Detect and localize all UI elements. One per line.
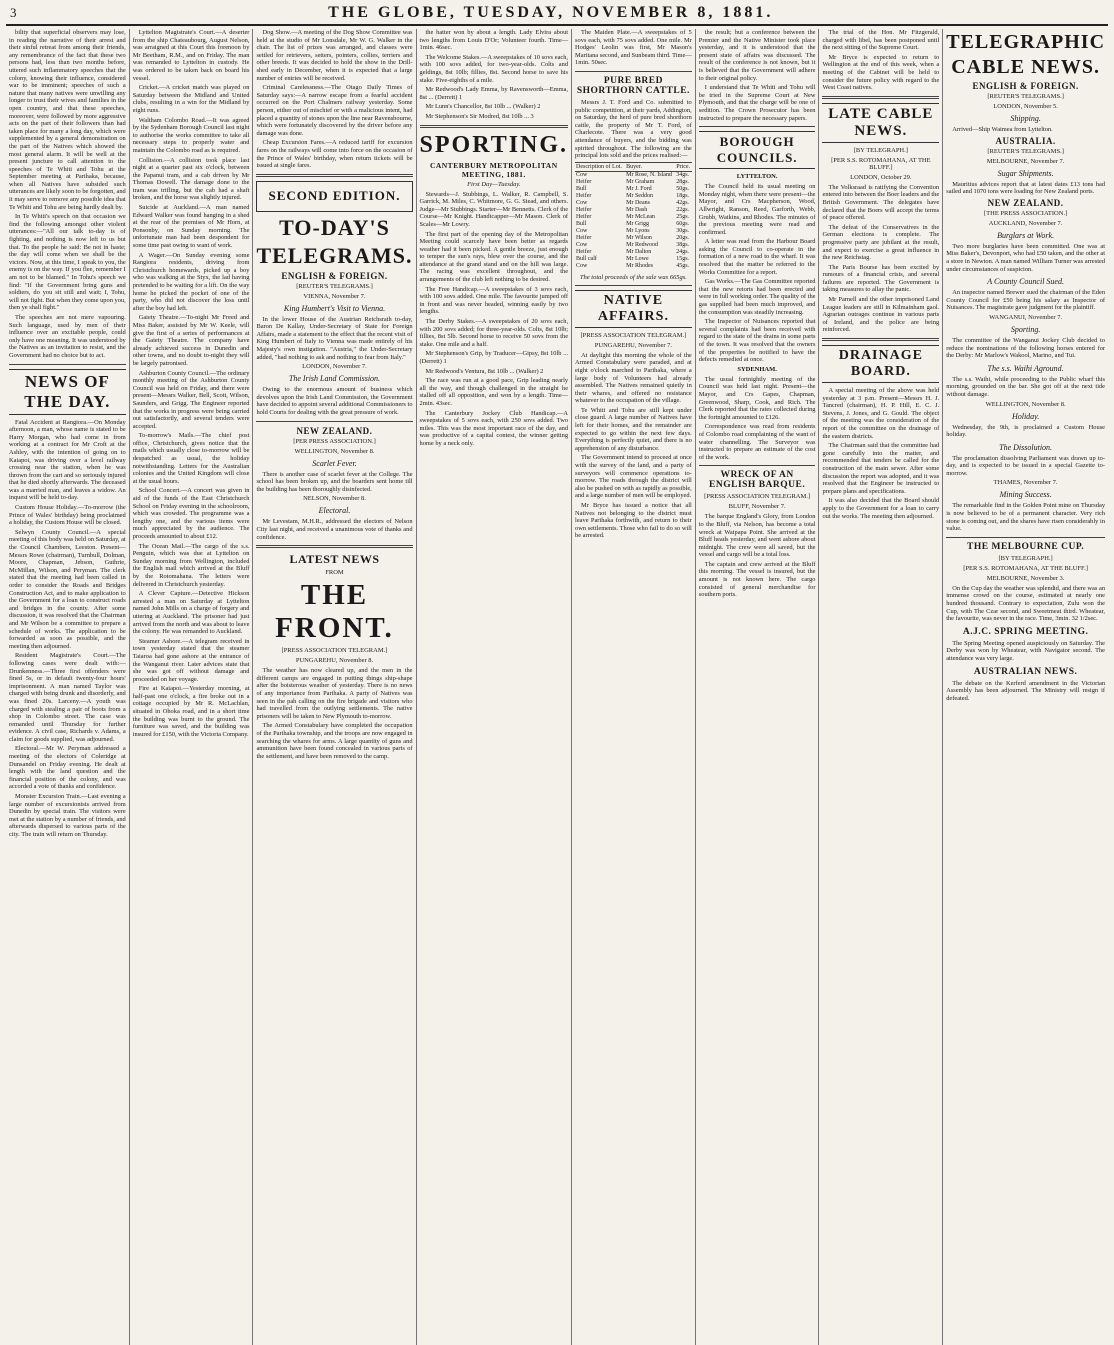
council-paragraph: A letter was read from the Harbour Board asking the Council to co-operate in the formation of a new road to the wharf. It was resolved that the matter be referred to the Works Committee for a report. [698,238,816,276]
council-paragraph: The Inspector of Nuisances reported that several complaints had been received with regard to the state of the drains in some parts of the town. It was resolved that the owners of the properties be notified to have the defects remedied at once. [698,318,816,364]
drainage-board-heading: DRAINAGE BOARD. [822,345,939,383]
table-cell: 34gs. [676,171,690,178]
source-credit: [REUTER'S TELEGRAMS.] [296,282,373,290]
table-cell: Mr Graham [626,178,655,185]
dateline: LONDON, November 5. [993,103,1058,110]
table-cell: Mr J. Ford [626,185,652,192]
table-cell: Mr Wilson [626,234,652,241]
dateline: NELSON, November 8. [303,495,366,503]
report-paragraph: The Armed Constabulary have completed the occupation of the Parihaka township, and the troops are now engaged in searching the whares for arms. A large quantity of guns and ammunition have been found concealed in various parts of the settlement, and have been removed to the camp. [256,722,413,760]
dateline: WANGANUI, November 7. [989,313,1063,321]
news-item: Cheap Excursion Fares.—A reduced tariff for excursion fares on the railways will come into force on the occasion of the Prince of Wales' birthday, when return tickets will be issued at single fares. [256,139,413,170]
table-row [575,171,692,179]
divider [946,537,1105,538]
table-cell: Cow [576,171,588,178]
cable-paragraph: The defeat of the Conservatives in the German elections is complete. The progressive party are jubilant at the result, and expect to exercise a great influence in the new Reichstag. [822,223,940,262]
telegram-body: The s.s. Waihi, while proceeding to the Public wharf this morning, grounded on the bar. She got off at the next tide without damage. [946,375,1106,398]
sporting-paragraph: The Free Handicap.—A sweepstakes of 3 sovs each, with 100 sovs added. One mile. The favourite jumped off in front and was never headed, winning easily by two lengths. [419,285,569,316]
table-cell: Bull [576,185,587,192]
council-subheading: SYDENHAM. [737,365,777,373]
council-paragraph: Gas Works.—The Gas Committee reported that the new retorts had been erected and were in full working order. The quality of the gas supplied had been much improved, and the consumption was steadily increasing. [698,278,816,316]
australian-news-heading: AUSTRALIAN NEWS. [973,666,1078,677]
source-credit: [BY TELEGRAPH.] [998,554,1053,562]
council-paragraph: The usual fortnightly meeting of the Council was held last night. Present—the Mayor, and Crs Gapes, Chapman, Greenwood, Sharp, Cook, and Rich. The Clerk reported that the rates collected during the fortnight amounted to £126. [698,375,816,421]
telegram-heading: King Humbert's Visit to Vienna. [283,303,386,313]
table-cell: 60gs. [676,220,690,227]
column-5 [572,29,696,1345]
columns [6,29,1108,1345]
sale-paragraph: Messrs J. T. Ford and Co. submitted to public competition, at their yards, Addington, on Saturday, the herd of pure bred shorthorn cattle, the property of Mr T. Ford, of Charlecote. There was a very good attendance of buyers, and the bidding was spirited throughout. The following are the principal lots sold and the prices realised:— [575,98,692,160]
telegram-body: In the lower House of the Austrian Reichsrath to-day, Baron De Kallay, Under-Secretary of State for Foreign Affairs, made a statement to the effect that the recent visit of King Humbert of Italy to Vienna was made entirely of his Majesty's own instigation. "Austria," the Under-Secretary added, "had nothing to ask and nothing to fear from Italy." [256,315,413,361]
report-paragraph: I understand that Te Whiti and Tohu will be tried in the Supreme Court at New Plymouth, and that the charge will be one of sedition. The Crown Prosecutor has been instructed to prepare the necessary papers. [698,84,816,122]
source-credit: [PER PRESS ASSOCIATION.] [293,437,376,445]
divider [256,174,412,177]
second-edition-heading: SECOND EDITION. [268,187,401,203]
table-note: The total proceeds of the sale was 665gs. [579,273,687,281]
divider [822,96,939,99]
second-edition-box [256,181,412,212]
report-paragraph: Mr Bryce has issued a notice that all Natives not belonging to the district must leave Parihaka forthwith, and return to their own settlements. Those who fail to do so will be arrested. [575,502,692,540]
column-header: Buyer. [625,162,675,171]
news-item: A Clever Capture.—Detective Hickson arrested a man on Saturday at Lyttelton named John Mills on a charge of forgery and uttering at Auckland. The prisoner had just arrived from the north and was about to leave the colony. He was remanded to Auckland. [132,590,250,636]
telegram-body: The committee of the Wanganui Jockey Club decided to reduce the nominations of the following horses entered for the Derby: Mr Marlow's Wakool, Marino, and Tui. [946,336,1106,360]
news-item: Fire at Kaiapoi.—Yesterday morning, at half-past one o'clock, a fire broke out in a cottage occupied by Mr R. McLachlan, situated in Ohoka road, and in a short time the building was burnt to the ground. The furniture was saved, and the building was insured for £150, with the Victoria Company. [132,685,250,738]
dateline: LONDON, November 7. [302,363,367,371]
news-item: Criminal Carelessness.—The Otago Daily Times of Saturday says:—A narrow escape from a fearful accident occurred on the Port Chalmers railway yesterday. Some person, either out of mischief or with a malicious intent, had placed a quantity of stones upon the line near Ravensbourne, which were fortunately discovered by the driver before any damage was done. [256,84,413,137]
telegram-heading: Shipping. [1010,114,1041,123]
council-paragraph: The Council held its usual meeting on Monday night, when there were present—the Mayor, and Crs Macpherson, Wood, Allwright, Ranson, Reed, Garforth, Webb, Grubb, Watkins, and Rhodes. The minutes of the previous meeting were read and confirmed. [698,183,816,236]
dateline: VIENNA, November 7. [303,292,366,300]
new-zealand-subheading: NEW ZEALAND. [296,425,373,436]
table-cell: Mr Dash [626,206,648,213]
telegram-body: Arrived—Ship Waimea from Lyttelton. [952,126,1053,133]
article-paragraph: In Te Whiti's speech on that occasion we find the following amongst other violent utterances:—"All our talk to-day is of fighting, and nothing is now left to us but that. To the people he said: Be not in haste; the day will come when we shall be the victors. Now, at this time, I speak to you, the enemy is on the way. If you flee, remember I am not to be blamed." In Tohu's speech we find: "If the Government bring guns and soldiers, do you sit still and wait; I, Tohu, will not fight. But when they come upon you, then ye shall fight." [9,213,126,312]
divider [256,421,412,422]
table-row [575,221,692,228]
news-item: Cricket.—A cricket match was played on Saturday between the Midland and United clubs, resulting in a win for the Midland by eight runs. [132,84,250,114]
table-cell: 28gs. [676,178,690,185]
divider [699,465,816,466]
council-subheading: LYTTELTON. [736,173,778,181]
column-2 [130,29,254,1345]
shorthorn-heading: PURE BRED SHORTHORN CATTLE. [576,75,690,96]
table-cell: Bull [576,220,587,227]
divider [575,285,692,286]
table-row [575,200,692,207]
news-item: Steamer Ashore.—A telegram received in town yesterday stated that the steamer Taiaroa had gone ashore at the entrance of the Wanganui river. Later advices state that she was got off without damage and proceeded on her voyage. [132,637,250,683]
news-item: To-morrow's Mails.—The chief post office, Christchurch, gives notice that the mails which usually close to-morrow will be despatched as usual, the holiday notwithstanding. Letters for the Australian colonies and the United Kingdom will close at the usual hours. [132,432,250,485]
report-paragraph: At daylight this morning the whole of the Armed Constabulary were paraded, and at eight o'clock marched to Parihaka, where a large body of Volunteers had already assembled. The Natives remained quietly in their whares, and offered no resistance whatever to the occupation of the village. [575,351,692,405]
news-item: Collision.—A collision took place last night at a quarter past six o'clock, between the Papanui tram, and a cab driven by Mr Thomas Dowell. The damage done to the tram was trifling, but the cab had a shaft broken, and the horse was slightly injured. [132,156,250,202]
source-credit: [PER S.S. ROTOMAHANA, AT THE BLUFF.] [963,564,1088,572]
sporting-paragraph: The Derby Stakes.—A sweepstakes of 20 sovs each, with 200 sovs added; for three-year-olds. Colts, 8st 10lb; fillies, 8st 5lb. Second horse to receive 50 sovs from the stake. One mile and a half. [419,318,569,348]
table-cell: Heifer [576,178,592,185]
table-row [575,214,692,221]
board-paragraph: The Chairman said that the committee had gone carefully into the matter, and recommended that tenders be called for the construction of the main sewer. After some discussion the report was adopted, and it was resolved that the Engineer be instructed to prepare plans and specifications. [822,442,940,495]
table-row [575,228,692,235]
article-paragraph: bility that superficial observers may lose, in reading the narrative of their arrest and their sinful retreat from among their friends, any remembrance of the fact that these two persons had, less than two months before, uttered such inflammatory speeches that the colony, knowing their influence, considered war to be imminent; speeches of such a nature that many natives were unwilling any longer to trust their wives and families in the open country, and that these speeches, moreover, were followed by more aggressive acts on the part of their followers than had taken place for many a long day, which were supplemented by a general demonstration on the part of the Natives which showed the most general alarm. It will be well at the present juncture to call attention to the speeches of Te Whiti and Tohu at the September meeting at Parihaka, because, when all Natives have subsided such utterances are likely soon to be forgotten, and it may serve to remove any possible idea that Te Whiti and Tohu are being hardly dealt by. [9,29,126,211]
source-credit: [REUTER'S TELEGRAMS.] [987,147,1064,155]
table-row [575,263,692,270]
report-paragraph: The Government intend to proceed at once with the survey of the land, and a party of surveyors will commence operations to-morrow. The roads through the district will also be pushed on with as rapidly as possible, and a large number of men will be employed. [575,454,692,500]
table-cell: Mr Dalton [626,248,652,255]
race-placing: Mr Redwood's Ventura, 8st 10lb ... (Walker) 2 [425,367,544,375]
table-cell: Mr Grigg [626,220,649,227]
table-cell: 18gs. [676,192,690,199]
report-paragraph: The barque England's Glory, from London to the Bluff, via Nelson, has become a total wreck at Waipapa Point. She arrived at the Bluff heads yesterday, and went ashore about midnight. The crew were all saved, but the vessel and cargo will be a total loss. [698,513,816,559]
telegram-heading: Holiday. [1011,411,1040,421]
wreck-heading: WRECK OF AN ENGLISH BARQUE. [709,470,806,491]
article-paragraph: The speeches are not mere vapouring. Such language, used by men of their influence over an excitable people, could only have one meaning. It was understood by the Natives as an invitation to resist, and the Government had no choice but to act. [9,313,126,359]
sporting-paragraph: The race was run at a good pace, Grip leading nearly all the way, and though challenged in the straight he stalled off all opposition, and won by a length. Time—2min. 43sec. [419,377,569,407]
dateline: PUNGAREHU, November 8. [295,657,374,665]
section-heading-news-of-the-day: NEWS OF THE DAY. [9,369,126,415]
council-paragraph: Correspondence was read from residents of Colombo road complaining of the want of water channelling. The Surveyor was instructed to prepare an estimate of the cost of the work. [698,423,816,461]
telegram-body: Mr Levestam, M.H.R., addressed the electors of Nelson City last night, and received a unanimous vote of thanks and confidence. [256,518,413,541]
table-cell: 45gs. [676,262,690,269]
table-cell: 15gs. [676,255,690,262]
table-row [575,256,692,263]
from-label: FROM [325,569,344,577]
dateline: WELLINGTON, November 8. [294,447,375,455]
table-cell: 20gs. [676,234,690,241]
race-placing: Mr Lunn's Chancellor, 8st 10lb ... (Walker) 2 [425,103,541,111]
news-item: Custom House Holiday.—To-morrow (the Prince of Wales' birthday) being proclaimed a holiday, the Custom House will be closed. [9,504,126,527]
spring-meeting-heading: A.J.C. SPRING MEETING. [962,626,1089,637]
table-cell: Mr Rose, N. Island [626,171,672,178]
race-placing: Mr Redwood's Lady Emma, by Ravensworth—Emma, 8st ... (Derrett) 1 [419,86,569,101]
telegram-heading: Mining Success. [999,490,1052,500]
news-item: The Ocean Mail.—The cargo of the s.s. Penguin, which was due at Lyttelton on Sunday morning from Wellington, included the English mail which arrived at the Bluff by the Rotomahana. The letters were delivered in Christchurch yesterday. [132,542,250,588]
report-paragraph: The Spring Meeting opened auspiciously on Saturday. The Derby was won by Wheatear, with Navigator second. The attendance was very large. [946,639,1106,662]
table-row [575,242,692,249]
table-cell: Mr Redwood [626,241,658,248]
sale-table [575,162,692,270]
dateline: MELBOURNE, November 3. [986,574,1065,582]
table-header-row [575,162,692,171]
source-credit: [THE PRESS ASSOCIATION.] [983,209,1068,217]
the-front-heading: THE FRONT. [275,579,394,645]
telegram-heading: The Dissolution. [999,442,1053,452]
news-item: Resident Magistrate's Court.—The following cases were dealt with:—Drunkenness.—Three first offenders were fined 5s, or in default twenty-four hours' imprisonment. A man named Taylor was charged with being drunk and disorderly, and was fined 20s. Larceny.—A youth was charged with stealing a pair of boots from a shop in Colombo street. The case was remanded until Thursday for further evidence. A civil case, Richards v. Adams, a claim for goods supplied, was adjourned. [9,652,126,743]
source-credit: [BY TELEGRAPH.] [853,146,908,154]
news-item: Fatal Accident at Rangiora.—On Monday afternoon, a man, whose name is stated to be Harry Morgan, who had come in from working at a contract for Mr Croft at the Ashley, with the intention of going on to Kaiapoi, was driving over a level railway crossing near the station, when he was thrown from the cart and so seriously injured that he died shortly afterwards. The deceased was a married man, and leaves a widow. An inquest will be held to-day. [9,418,126,502]
dateline: PUNGAREHU, November 7. [594,341,673,349]
table-row [575,193,692,200]
day-label: First Day—Tuesday. [467,180,521,188]
telegram-body: Wednesday, the 9th, is proclaimed a Custom House holiday. [946,423,1106,439]
melbourne-cup-heading: THE MELBOURNE CUP. [967,541,1085,552]
dateline: BLUFF, November 7. [728,503,786,511]
report-paragraph: The trial of the Hon. Mr Fitzgerald, charged with libel, has been postponed until the next sitting of the Supreme Court. [822,29,940,52]
divider [822,338,939,341]
telegram-heading: A County Council Sued. [987,277,1064,287]
source-credit: [PRESS ASSOCIATION TELEGRAM.] [580,331,687,339]
meeting-subheading: CANTERBURY METROPOLITAN MEETING, 1881. [429,160,558,179]
news-item: Monster Excursion Train.—Last evening a large number of excursionists arrived from Dunedin by special train. The visitors were met at the station by a number of friends, and afterwards dispersed to various parts of the city. The train will return on Thursday. [9,793,126,838]
report-paragraph: On the Cup day the weather was splendid, and there was an immense crowd on the course, estimated at nearly one hundred thousand. Contrary to expectation, Zulu won the Cup, with The Czar second, and Sweetmeat third. Wheatear, the favourite, was never in the race. Time, 3min. 32 1/2sec. [946,584,1106,623]
telegram-heading: The s.s. Waihi Aground. [987,363,1064,373]
new-zealand-subheading: NEW ZEALAND. [987,197,1064,208]
cable-paragraph: The Paris Bourse has been excited by rumours of a financial crisis, and several failures are reported. The Government is taking measures to allay the panic. [822,263,940,294]
table-cell: Bull calf [576,255,597,262]
table-row [575,235,692,242]
column-6 [696,29,820,1345]
page-number: 3 [10,5,18,20]
masthead [6,4,1108,26]
cable-news-heading: CABLE NEWS. [951,56,1101,78]
report-paragraph: The captain and crew arrived at the Bluff this morning. The vessel is insured, but the amount is not known here. The cargo consisted of general merchandise for southern ports. [698,560,816,599]
table-cell: Cow [576,227,588,234]
latest-news-heading: LATEST NEWS [289,552,380,567]
table-cell: Heifer [576,248,592,255]
sporting-paragraph: The Canterbury Jockey Club Handicap.—A sweepstakes of 5 sovs each, with 250 sovs added. Two miles. This was the most important race of the day, and was productive of a capital contest, the winner getting home by a neck only. [419,409,569,447]
table-cell: Mr Rhodes [626,262,653,269]
table-row [575,207,692,214]
telegram-heading: Sugar Shipments. [997,168,1054,178]
dateline: MELBOURNE, November 7. [986,157,1065,165]
source-credit: [PRESS ASSOCIATION TELEGRAM.] [281,647,388,655]
news-item: Suicide at Auckland.—A man named Edward Walker was found hanging in a shed at the rear of the premises of Mr Horn, at Ponsonby, on Sunday morning. The unfortunate man had been despondent for some time past owing to want of work. [132,204,250,250]
divider [699,126,816,127]
race-placing: Mr Stephenson's Grip, by Traducer—Gipsy, 8st 10lb ... (Derrett) 1 [419,350,569,365]
table-cell: Cow [576,241,588,248]
sporting-paragraph: The first part of the opening day of the Metropolitan Meeting could scarcely have been better as regards weather had it been picked. A gentle breeze, just enough to temper the sun's rays, blew over the course, and the attendance at the grand stand and on the hill was large. The racing was excellent throughout, and the arrangements of the club left nothing to be desired. [419,230,569,284]
divider [9,364,126,365]
telegram-heading: Sporting. [1010,324,1041,334]
telegram-body: Mauritius advices report that at latest dates £13 tons had sailed and 1070 tons were loading for New Zealand ports. [946,180,1106,196]
table-cell: Heifer [576,213,592,220]
australia-subheading: AUSTRALIA. [995,135,1056,146]
telegram-heading: Scarlet Fever. [312,458,357,468]
table-cell: Mr Seddon [626,192,653,199]
english-foreign-subheading: ENGLISH & FOREIGN. [281,270,388,281]
news-item: Ashburton County Council.—The ordinary monthly meeting of the Ashburton County Council was held on Friday, and there were present—Messrs Walker, Bell, Scott, Wilson, Saunders, and Grigg. The Engineer reported that the works in progress were being carried out satisfactorily, and several tenders were accepted. [132,369,250,430]
telegraphic-heading: TELEGRAPHIC [946,31,1106,53]
race-result: the hatter won by about a length. Lady Elvira about two lengths from Louis D'Or; Volunteer fourth. Time—1min. 46sec. [419,29,569,52]
telegram-body: Owing to the enormous amount of business which devolves upon the Irish Land Commission, the Government have decided to appoint several additional Commissioners to hold Courts for dealing with the great pressure of work. [256,386,413,417]
source-credit: [REUTER'S TELEGRAMS.] [987,93,1064,100]
table-cell: Mr Deans [626,199,650,206]
divider [575,71,692,72]
report-paragraph: Te Whiti and Tohu are still kept under close guard. A large number of Natives have left for their homes, and the remainder are expected to go within the next few days. Everything is perfectly quiet, and there is no apprehension of any disturbance. [575,406,692,452]
news-item: Electoral.—Mr W. Peryman addressed a meeting of the electors of Coleridge at Dunsandel on Friday evening. He dealt at length with the land question and the financial position of the colony, and was accorded a vote of thanks and confidence. [9,745,126,791]
news-item: Lyttelton Magistrate's Court.—A deserter from the ship Chateaubourg, August Nelson, was arraigned at this Court this forenoon by Mr Beetham, R.M., and on Friday. The man was remanded to Lyttelton in custody. He was ordered to be taken back on board his vessel. [132,29,250,82]
source-credit: [PER S.S. ROTOMAHANA, AT THE BLUFF.] [831,156,931,171]
column-4 [417,29,573,1345]
table-cell: Heifer [576,206,592,213]
report-paragraph: the result; but a conference between the Premier and the Native Minister took place yesterday, and it is understood that the present state of affairs was discussed. The result of the conference is not known, but it is believed that the Government will adhere to their original policy. [698,29,816,82]
telegram-body: The proclamation dissolving Parliament was drawn up to-day, and is expected to be issued in a special Gazette to-morrow. [946,454,1106,477]
sporting-heading: SPORTING. [419,131,569,158]
telegram-heading: The Irish Land Commission. [288,374,381,384]
dateline: THAMES, November 7. [993,479,1058,487]
table-cell: 24gs. [676,248,690,255]
english-foreign-subheading: ENGLISH & FOREIGN. [972,81,1079,91]
telegram-heading: Electoral. [318,506,351,516]
late-cable-news-heading: LATE CABLE NEWS. [822,103,939,143]
news-item: Gaiety Theatre.—To-night Mr Freed and Miss Baker, assisted by Mr W. Keele, will give the first of a series of performances at the Gaiety Theatre. The company have already achieved success in Dunedin and other towns, and no doubt to-night they will be largely patronised. [132,314,250,367]
dateline: WELLINGTON, November 8. [985,400,1066,408]
column-3 [253,29,416,1345]
board-paragraph: It was also decided that the Board should apply to the Government for a loan to carry out the works. The meeting then adjourned. [822,497,940,520]
telegram-body: The remarkable find in the Golden Point mine on Thursday is now believed to be of a permanent character. Very rich stone is coming out, and the shares have risen considerably in value. [946,502,1106,533]
column-header: Description of Lot. [575,162,625,171]
table-cell: 22gs. [676,206,690,213]
cable-paragraph: The Volksraad is ratifying the Convention entered into between the Boer leaders and the British Government. The delegates have declared that the Boers will accept the terms of peace offered. [822,183,940,222]
divider [420,125,569,128]
telegram-body: Two more burglaries have been committed. One was at Miss Baker's, Devonport, who had £50 taken, and the other at a store in Newton. A man named William Turner was arrested under circumstances of suspicion. [946,242,1106,273]
news-item: School Concert.—A concert was given in aid of the funds of the East Christchurch School on Friday evening in the schoolroom, which was crowded. The programme was a lengthy one, and the various items were much appreciated by the audience. The proceeds amounted to about £12. [132,487,250,540]
table-cell: 50gs. [676,185,690,192]
source-credit: [PRESS ASSOCIATION TELEGRAM.] [704,493,811,501]
news-item: A Wager.—On Sunday evening some Rangiora residents, driving from Christchurch homewards, picked up a boy who was walking at the Styx, the lad having pretended to be waiting for a lift. On the way home he picked the pocket of one of the party, who did not discover the loss until after the boy had left. [132,251,250,312]
table-row [575,249,692,256]
table-cell: 42gs. [676,199,690,206]
table-cell: Cow [576,262,588,269]
column-7 [819,29,943,1345]
sporting-paragraph: Stewards—J. Stubbings, L. Walker, R. Campbell, S. Garrick, M. Miles, C. Whitmore, G. G. Stead, and others. Judge—Mr Stubbings. Starter—Mr Bennetts. Clerk of the Course—Mr Knight. Handicapper—Mr Mason. Clerk of Scales—Mr Lowry. [419,190,569,228]
table-cell: Heifer [576,192,592,199]
report-paragraph: The debate on the Kerferd amendment in the Victorian Assembly has been adjourned. The Ministry will resign if defeated. [946,679,1106,702]
dateline: LONDON, October 29. [850,173,912,181]
divider [256,545,412,548]
borough-councils-heading: BOROUGH COUNCILS. [699,131,816,169]
table-body [575,171,692,270]
telegram-heading: Burglars at Work. [997,230,1055,240]
table-cell: Mr Lyons [626,227,650,234]
telegram-body: There is another case of scarlet fever at the College. The school has been broken up, and the boarders sent home till the building has been thoroughly disinfected. [256,470,413,493]
page-title: THE GLOBE, TUESDAY, NOVEMBER 8, 1881. [328,4,774,21]
report-paragraph: The weather has now cleared up, and the men in the different camps are engaged in putting things ship-shape after the boisterous weather of yesterday. There is no news of any importance from Parihaka. A party of Natives was seen in the pah calling on the fire brigade and visitors who had travelled from the outlying settlements. The native prisoners will be taken to New Plymouth to-morrow. [256,667,413,720]
race-result: The Welcome Stakes.—A sweepstakes of 10 sovs each, with 100 sovs added, for two-year-olds. Colts and geldings, 8st 10lb; fillies, 8st. Second horse to save his stake. Five-eighths of a mile. [419,53,569,84]
report-paragraph: Mr Bryce is expected to return to Wellington at the end of this week, when a meeting of the Cabinet will be held to consider the future policy with regard to the West Coast natives. [822,53,940,92]
race-result: The Maiden Plate.—A sweepstakes of 5 sovs each, with 75 sovs added. One mile. Mr Hodges' Leolin was first, Mr Mason's Maritana second, and Sunbeam third. Time—1min. 50sec. [575,29,692,67]
dateline: AUCKLAND, November 7. [988,219,1063,227]
news-item: Waltham Colombo Road.—It was agreed by the Sydenham Borough Council last night to authorise the works committee to take all necessary steps to properly water and maintain the Colombo road as is required. [132,116,250,154]
telegram-body: An inspector named Brewer sued the chairman of the Eden County Council for £50 being his salary as Inspector of Nuisances. The magistrate gave judgment for the plaintiff. [946,289,1106,312]
cable-paragraph: Mr Parnell and the other imprisoned Land League leaders are still in Kilmainham gaol. Agrarian outrages continue in various parts of Ireland, and the police are being reinforced. [822,296,940,334]
native-affairs-heading: NATIVE AFFAIRS. [575,290,692,328]
table-row [575,186,692,193]
column-8 [943,29,1108,1345]
table-row [575,179,692,186]
column-header: Price. [676,163,691,170]
telegrams-heading: TELEGRAMS. [256,242,413,268]
table-cell: Mr Lowe [626,255,649,262]
table-cell: Cow [576,199,588,206]
race-placing: Mr Stephenson's Sir Modred, 8st 10lb ... 3 [425,112,534,120]
to-days-heading: TO-DAY'S [279,214,390,240]
news-item: Dog Show.—A meeting of the Dog Show Committee was held at the studio of Mr Lonsdale, Mr W. G. Walker in the chair. The list of prizes was arranged, and classes were settled for retrievers, setters, pointers, collies, terriers and other breeds. It was decided to hold the show in the Drill-shed early in December, when it is expected that a large number of entries will be received. [256,29,413,82]
table-cell: Mr McLean [626,213,655,220]
table-cell: 30gs. [676,227,690,234]
table-cell: 38gs. [676,241,690,248]
board-paragraph: A special meeting of the above was held yesterday at 3 p.m. Present—Messrs H. J. Tancred (chairman), H. P. Hill, E. C. J. Stevens, J. Jones, and G. Gould. The object of the meeting was the consideration of the report of the committee on the drainage of the eastern districts. [822,387,940,440]
news-item: Selwyn County Council.—A special meeting of this body was held on Saturday, at the Council Chambers, Leeston. Present—Messrs Rowe (chairman), Turnbull, Dolman, Moore, Chapman, Jebson, Guthrie, McMillan, Wilson, and Peryman. The clerk stated that the meeting had been called in order to consider the Roads and Bridges Construction Act, and to make application to the Government for a loan to construct roads and bridges in the county. After some discussion, it was resolved that the Chairman and Mr Wilson be a committee to prepare a schedule of works. The application to be forwarded as soon as possible, and the meeting then adjourned. [9,528,126,650]
table-cell: Heifer [576,234,592,241]
table-cell: 25gs. [676,213,690,220]
column-1 [6,29,130,1345]
